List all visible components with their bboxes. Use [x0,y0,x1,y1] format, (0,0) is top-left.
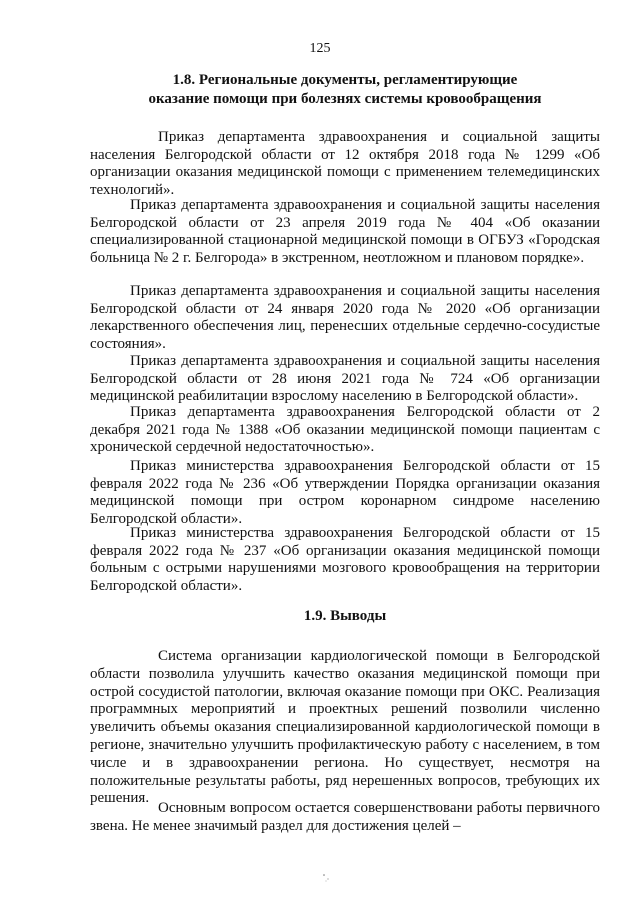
order-paragraph: Приказ департамента здравоохранения Белгородской области от 2 декабря 2021 года № 1388 «Об оказании медицинской помощи пациентам с хронической сердечной недостаточностью». [90,404,600,456]
section-1-8-heading-line-2: оказание помощи при болезнях системы кровообращения [148,91,542,107]
order-paragraph: Приказ министерства здравоохранения Белгородской области от 15 февраля 2022 года № 236 «Об утверждении Порядка организации оказания медицинской помощи при остром коронарном синдроме населению Белгородской области». [90,458,600,528]
order-paragraph: Приказ департамента здравоохранения и социальной защиты населения Белгородской области от 12 октября 2018 года № 1299 «Об организации оказания медицинской помощи с применением телемедицинских технологий». [90,129,600,199]
conclusion-paragraph: Основным вопросом остается совершенствовани работы первичного звена. Не менее значимый раздел для достижения целей – [90,800,600,834]
section-1-8-heading-line-1: 1.8. Региональные документы, регламентирующие [172,72,518,88]
section-1-8-heading [90,71,600,109]
scan-specks-decoration [320,870,334,884]
section-1-9-heading: 1.9. Выводы [303,608,387,624]
order-paragraph: Приказ министерства здравоохранения Белгородской области от 15 февраля 2022 года № 237 «Об организации оказания медицинской помощи больным с острыми нарушениями мозгового кровообращения на территории Белгородской области». [90,525,600,595]
order-paragraph: Приказ департамента здравоохранения и социальной защиты населения Белгородской области от 24 января 2020 года № 2020 «Об организации лекарственного обеспечения лиц, перенесших отдельные сердечно-сосудистые состояния». [90,283,600,353]
order-paragraph: Приказ департамента здравоохранения и социальной защиты населения Белгородской области от 28 июня 2021 года № 724 «Об организации медицинской реабилитации взрослому населению в Белгородской области». [90,353,600,405]
order-paragraph: Приказ департамента здравоохранения и социальной защиты населения Белгородской области от 23 апреля 2019 года № 404 «Об оказании специализированной стационарной медицинской помощи в ОГБУЗ «Городская больница № 2 г. Белгорода» в экстренном, неотложном и плановом порядке». [90,197,600,267]
page-number: 125 [309,41,331,56]
conclusion-paragraph: Система организации кардиологической помощи в Белгородской области позволила улучшить качество оказания медицинской помощи при острой сосудистой патологии, включая оказание помощи при ОКС. Реализация программных мероприятий и проектных решений позволили численно увеличить объемы оказания специализированной кардиологической помощи в регионе, значительно улучшить профилактическую работу с населением, в том числе и в здравоохранении региона. Но существует, несмотря на положительные результаты работы, ряд нерешенных вопросов, требующих их решения. [90,648,600,807]
